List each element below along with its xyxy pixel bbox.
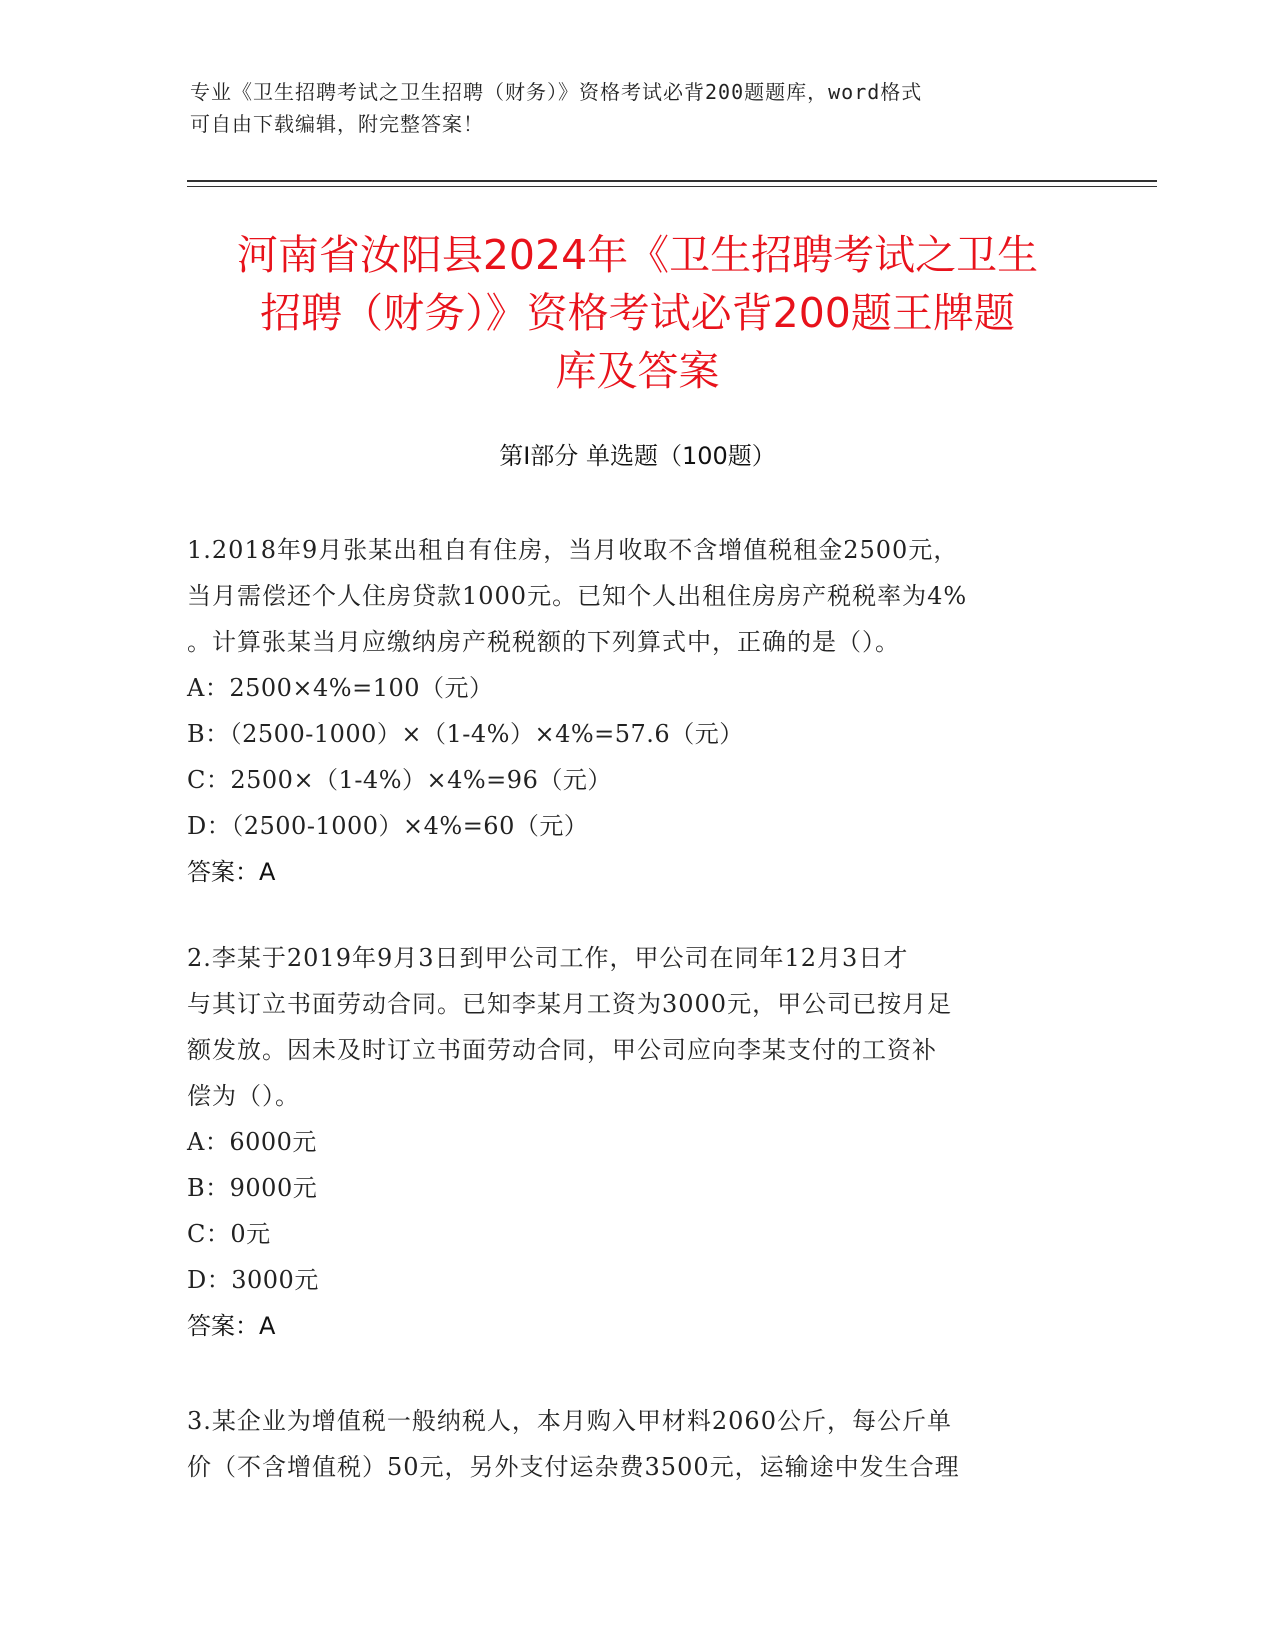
- option-a: A：6000元: [187, 1128, 317, 1156]
- section-heading: 第I部分 单选题（100题）: [499, 442, 776, 470]
- header-note: [190, 76, 1090, 140]
- question-text-line: 2.李某于2019年9月3日到甲公司工作，甲公司在同年12月3日才: [187, 944, 909, 972]
- question-text-line: 。计算张某当月应缴纳房产税税额的下列算式中，正确的是（）。: [187, 628, 900, 656]
- header-divider: [187, 180, 1157, 182]
- option-c: C：0元: [187, 1220, 271, 1248]
- option-c: C：2500×（1-4%）×4%=96（元）: [187, 766, 612, 794]
- option-b: B：9000元: [187, 1174, 318, 1202]
- question-text-line: 偿为（）。: [187, 1082, 300, 1110]
- document-title: [160, 226, 1115, 400]
- question-text-line: 与其订立书面劳动合同。已知李某月工资为3000元，甲公司已按月足: [187, 990, 953, 1018]
- question-text-line: 额发放。因未及时订立书面劳动合同，甲公司应向李某支付的工资补: [187, 1036, 937, 1064]
- question-text-line: 当月需偿还个人住房贷款1000元。已知个人出租住房房产税税率为4%: [187, 582, 968, 610]
- header-divider-thin: [187, 186, 1157, 187]
- question-text-line: 价（不含增值税）50元，另外支付运杂费3500元，运输途中发生合理: [187, 1453, 960, 1481]
- header-note-line: 专业《卫生招聘考试之卫生招聘（财务）》资格考试必背200题题库，word格式: [190, 80, 923, 104]
- title-line: 库及答案: [555, 347, 720, 395]
- question-text-line: 1.2018年9月张某出租自有住房，当月收取不含增值税租金2500元，: [187, 536, 959, 564]
- question-text-line: 3.某企业为增值税一般纳税人，本月购入甲材料2060公斤，每公斤单: [187, 1407, 952, 1435]
- option-a: A：2500×4%=100（元）: [187, 674, 494, 702]
- question-2: [187, 935, 1087, 1349]
- question-1: [187, 527, 1087, 895]
- answer: 答案：A: [187, 1312, 276, 1340]
- title-line: 招聘（财务）》资格考试必背200题王牌题: [260, 289, 1015, 337]
- header-note-line: 可自由下载编辑，附完整答案！: [190, 112, 484, 136]
- question-3: [187, 1398, 1087, 1490]
- option-d: D：（2500-1000）×4%=60（元）: [187, 812, 589, 840]
- title-line: 河南省汝阳县2024年《卫生招聘考试之卫生: [236, 231, 1039, 279]
- answer: 答案：A: [187, 858, 276, 886]
- option-d: D：3000元: [187, 1266, 319, 1294]
- option-b: B：（2500-1000）×（1-4%）×4%=57.6（元）: [187, 720, 744, 748]
